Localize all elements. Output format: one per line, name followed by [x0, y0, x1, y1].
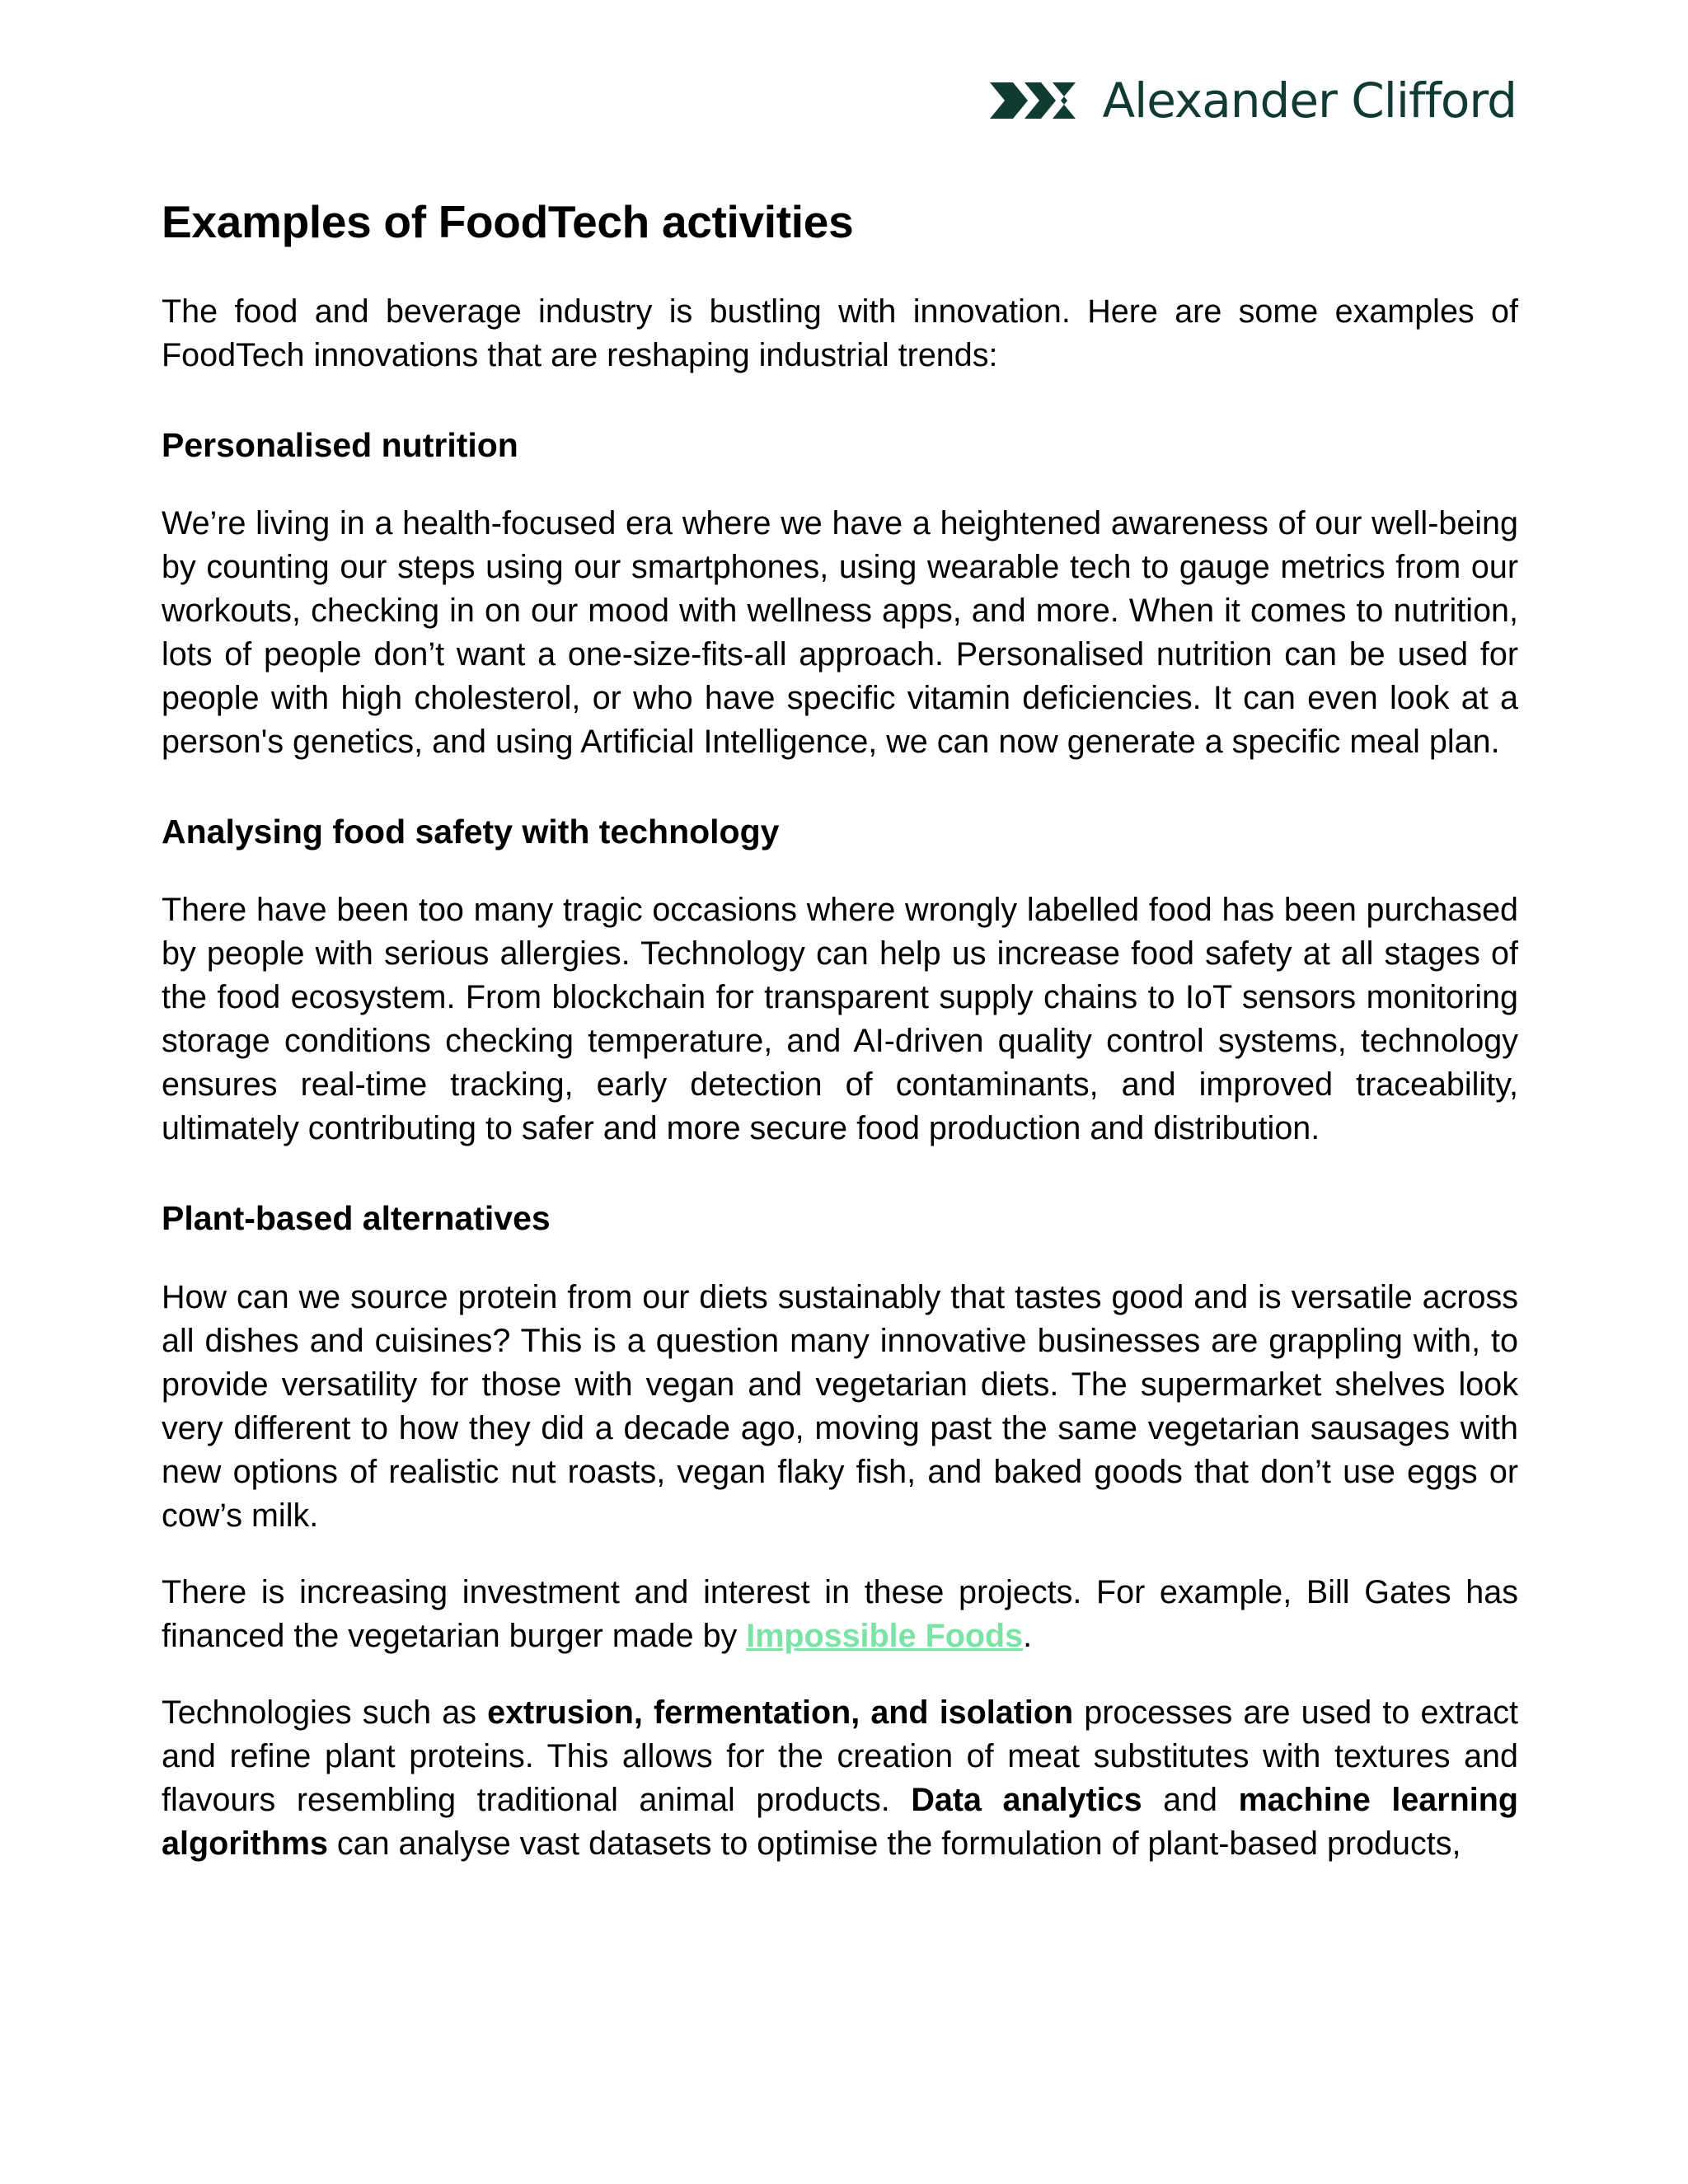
technologies-bold-data-analytics: Data analytics	[911, 1781, 1142, 1818]
technologies-text-2: processes are used to extract and refine plant proteins. This allows for the creation of meat substitutes with textures and flavours resembling traditional animal products.	[162, 1694, 1518, 1818]
technologies-text-3: and	[1142, 1781, 1239, 1818]
investment-paragraph	[162, 1571, 1518, 1658]
investment-text: There is increasing investment and interest in these projects. For example, Bill Gates has financed the vegetarian burger made by	[162, 1573, 1518, 1654]
technologies-text-1: Technologies such as	[162, 1694, 488, 1731]
section-heading-personalised-nutrition: Personalised nutrition	[162, 426, 518, 464]
page-title: Examples of FoodTech activities	[162, 196, 854, 247]
technologies-bold-processes: extrusion, fermentation, and isolation	[487, 1694, 1074, 1731]
technologies-text-4: can analyse vast datasets to optimise the formulation of plant-based products,	[327, 1825, 1461, 1862]
section-body-plant-based: How can we source protein from our diets sustainably that tastes good and is versatile across all dishes and cuisines? This is a question many innovative businesses are grappling with, to provide versatility for those with vegan and vegetarian diets. The supermarket shelves look very different to how they did a decade ago, moving past the same vegetarian sausages with new options of realistic nut roasts, vegan flaky fish, and baked goods that don’t use eggs or cow’s milk.	[162, 1278, 1518, 1534]
section-body-food-safety: There have been too many tragic occasions where wrongly labelled food has been purchased by people with serious allergies. Technology can help us increase food safety at all stages of the food ecosystem. From blockchain for transparent supply chains to IoT sensors monitoring storage conditions checking temperature, and AI-driven quality control systems, technology ensures real-time tracking, early detection of contaminants, and improved traceability, ultimately contributing to safer and more secure food production and distribution.	[162, 892, 1518, 1147]
section-body-personalised-nutrition: We’re living in a health-focused era where we have a heightened awareness of our well-being by counting our steps using our smartphones, using wearable tech to gauge metrics from our workouts, checking in on our mood with wellness apps, and more. When it comes to nutrition, lots of people don’t want a one-size-fits-all approach. Personalised nutrition can be used for people with high cholesterol, or who have specific vitamin deficiencies. It can even look at a person's genetics, and using Artificial Intelligence, we can now generate a specific meal plan.	[162, 505, 1518, 761]
brand-name: Alexander Clifford	[1102, 73, 1517, 129]
section-heading-food-safety: Analysing food safety with technology	[162, 813, 780, 851]
document-body	[162, 194, 1518, 1899]
brand-mark-icon	[988, 76, 1077, 125]
technologies-bold-ml: machine learning algorithms	[162, 1781, 1519, 1862]
brand-logo	[988, 73, 1517, 129]
technologies-paragraph	[162, 1691, 1518, 1866]
investment-text-end: .	[1023, 1617, 1033, 1654]
impossible-foods-link[interactable]: Impossible Foods	[746, 1617, 1024, 1654]
section-heading-plant-based: Plant-based alternatives	[162, 1199, 551, 1238]
intro-paragraph: The food and beverage industry is bustling with innovation. Here are some examples of FoodTech innovations that are reshaping industrial trends:	[162, 293, 1518, 373]
